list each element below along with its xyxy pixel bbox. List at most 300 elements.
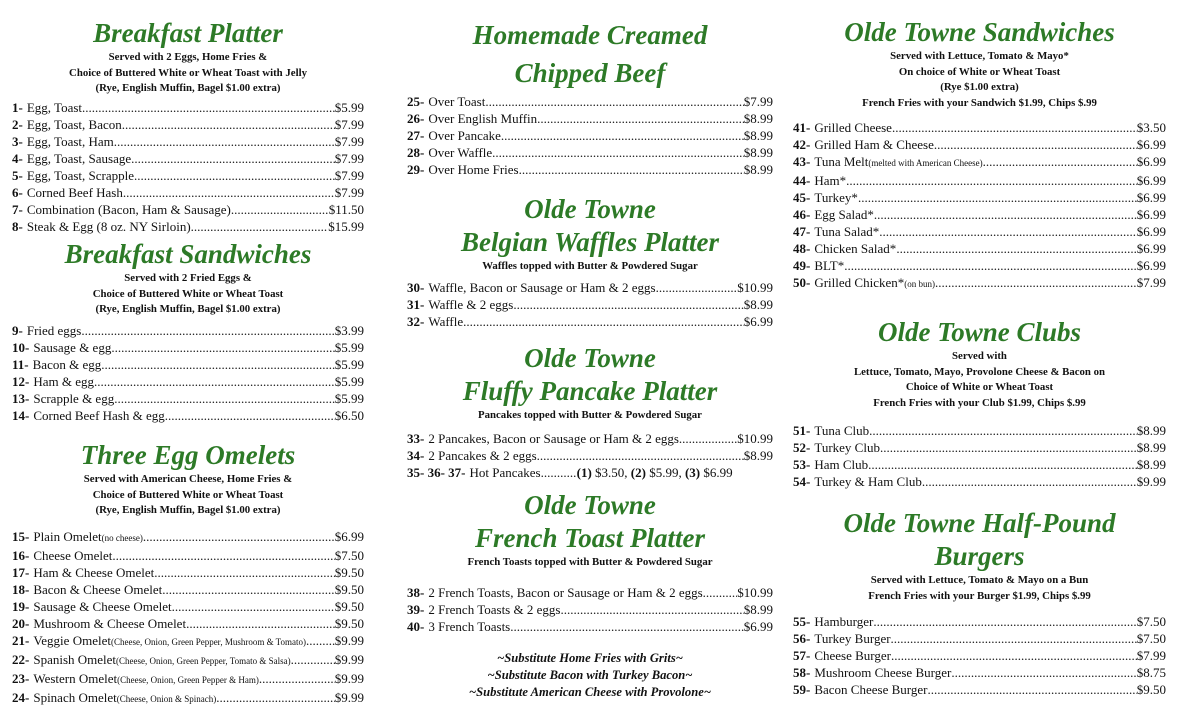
menu-item — [12, 167, 364, 184]
item-name: Fried eggs — [26, 322, 82, 338]
item-name: Cheese Omelet — [33, 547, 113, 563]
item-price: $8.99 — [743, 128, 773, 143]
item-name: Waffle — [428, 313, 464, 329]
menu-item-list — [793, 119, 1166, 293]
item-price: $9.50 — [334, 598, 364, 614]
item-name: Ham & Cheese Omelet — [33, 564, 155, 580]
item-note: (on bun) — [904, 279, 935, 289]
item-name: Ham Club — [814, 457, 869, 472]
item-number: 12- — [12, 373, 30, 389]
title-line: French Toast Platter — [474, 523, 706, 553]
section-subtitle — [12, 472, 364, 519]
option-price: $3.50, — [591, 464, 631, 480]
item-name: Mushroom & Cheese Omelet — [33, 615, 187, 631]
substitution-note: ~Substitute Bacon with Turkey Bacon~ — [487, 668, 693, 682]
leader-dots — [896, 240, 1136, 257]
leader-dots — [463, 313, 744, 330]
section-subtitle — [407, 408, 773, 424]
leader-dots — [934, 136, 1137, 153]
menu-item — [12, 116, 364, 133]
leader-dots — [111, 339, 334, 356]
item-name: 3 French Toasts — [428, 618, 511, 634]
item-number: 16- — [12, 547, 30, 563]
belgian-waffles-section — [407, 193, 773, 330]
menu-item — [12, 99, 364, 116]
item-number: 59- — [793, 682, 811, 697]
menu-item-list — [407, 584, 773, 635]
item-price: $6.99 — [1136, 190, 1166, 205]
menu-item — [407, 584, 773, 601]
item-price: $10.99 — [737, 430, 773, 446]
option-price: $5.99, — [645, 464, 685, 480]
item-price: $6.99 — [743, 618, 773, 634]
item-price: $9.99 — [334, 651, 364, 667]
item-name: Bacon & egg — [32, 356, 102, 372]
subtitle-line: French Toasts topped with Butter & Powdered Sugar — [467, 556, 713, 568]
leader-dots — [291, 651, 335, 668]
leader-dots — [172, 598, 335, 615]
menu-item — [407, 127, 773, 144]
menu-item — [12, 407, 364, 424]
subtitle-line: (Rye $1.00 extra) — [940, 81, 1019, 93]
item-price: $7.99 — [334, 150, 364, 166]
item-price: $6.99 — [1136, 241, 1166, 256]
leader-dots — [94, 373, 335, 390]
chipped-beef-section — [407, 16, 773, 178]
breakfast-sandwiches-section — [12, 238, 364, 424]
item-price-options — [577, 464, 733, 481]
item-note: (Cheese, Onion, Green Pepper, Tomato & Salsa) — [116, 655, 291, 666]
item-name: 2 Pancakes & 2 eggs — [428, 447, 537, 463]
item-name: Ham* — [814, 173, 847, 188]
item-number: 56- — [793, 631, 811, 646]
subtitle-line: French Fries with your Club $1.99, Chips $.99 — [873, 396, 1086, 409]
subtitle-line: Waffles topped with Butter & Powdered Sugar — [482, 260, 698, 272]
item-name: Over English Muffin — [428, 111, 538, 126]
item-price: $11.50 — [328, 201, 364, 217]
item-number: 22- — [12, 651, 30, 667]
item-number: 53- — [793, 457, 811, 472]
item-number: 3- — [12, 133, 23, 149]
option-label: (2) — [630, 464, 646, 480]
item-price: $6.99 — [1136, 173, 1166, 188]
item-name: Bacon & Cheese Omelet — [33, 581, 163, 597]
menu-item — [793, 647, 1166, 664]
menu-item — [793, 274, 1166, 293]
menu-item — [407, 447, 773, 464]
subtitle-line: Served with American Cheese, Home Fries & — [83, 473, 293, 485]
leader-dots — [891, 630, 1137, 647]
item-number: 18- — [12, 581, 30, 597]
item-number: 43- — [793, 154, 811, 169]
menu-item — [793, 257, 1166, 274]
item-note: (Cheese, Onion & Spinach) — [116, 693, 217, 704]
section-subtitle — [12, 50, 364, 97]
item-name: 2 Pancakes, Bacon or Sausage or Ham & 2 eggs — [428, 430, 679, 446]
menu-item — [407, 161, 773, 178]
item-number: 21- — [12, 632, 30, 648]
leader-dots — [114, 133, 335, 150]
item-name: Sausage & egg — [33, 339, 112, 355]
subtitle-line: Served with Lettuce, Tomato & Mayo* — [890, 50, 1069, 62]
item-name: Bacon Cheese Burger — [814, 682, 928, 697]
menu-item — [12, 150, 364, 167]
item-number: 51- — [793, 423, 811, 438]
title-line: Burgers — [934, 541, 1025, 571]
item-number: 30- — [407, 279, 425, 295]
leader-dots — [186, 615, 335, 632]
item-price: $8.99 — [743, 111, 773, 126]
item-name: Scrapple & egg — [33, 390, 115, 406]
item-price: $9.50 — [334, 615, 364, 631]
item-price: $7.99 — [334, 184, 364, 200]
leader-dots — [162, 581, 335, 598]
menu-item — [407, 144, 773, 161]
item-name: Corned Beef Hash & egg — [33, 407, 165, 423]
item-number: 49- — [793, 258, 811, 273]
item-name: Spanish Omelet — [33, 651, 117, 667]
section-title: Breakfast Platter — [93, 18, 283, 48]
item-name: Mushroom Cheese Burger — [814, 665, 952, 680]
item-name: Western Omelet — [33, 670, 118, 686]
item-name: Egg, Toast, Sausage — [26, 150, 132, 166]
menu-item — [793, 223, 1166, 240]
menu-item — [12, 689, 364, 708]
leader-dots — [927, 681, 1136, 698]
leader-dots — [656, 279, 738, 296]
menu-item — [12, 218, 364, 235]
item-name: Egg, Toast, Scrapple — [26, 167, 135, 183]
item-price: $3.50 — [1136, 120, 1166, 135]
item-number: 35- 36- 37- — [407, 464, 466, 480]
title-line: Olde Towne — [524, 343, 656, 373]
item-price: $6.50 — [334, 407, 364, 423]
item-number: 7- — [12, 201, 23, 217]
subtitle-line: Served with 2 Fried Eggs & — [124, 272, 252, 284]
item-name: Over Waffle — [428, 145, 493, 160]
leader-dots — [869, 422, 1137, 439]
item-price: $7.99 — [1136, 648, 1166, 663]
title-line: Chipped Beef — [514, 58, 666, 88]
leader-dots — [492, 144, 744, 161]
item-price: $8.75 — [1136, 665, 1166, 680]
leader-dots — [123, 184, 335, 201]
half-pound-burgers-section — [793, 507, 1166, 698]
leader-dots — [519, 161, 744, 178]
section-title: Olde Towne Sandwiches — [844, 17, 1115, 47]
item-number: 58- — [793, 665, 811, 680]
item-name: Hot Pancakes — [469, 464, 541, 480]
olde-towne-clubs-section — [793, 316, 1166, 490]
menu-item — [12, 390, 364, 407]
menu-item — [793, 422, 1166, 439]
leader-dots — [935, 274, 1137, 291]
leader-dots — [191, 218, 329, 235]
menu-item — [407, 430, 773, 447]
leader-dots — [891, 647, 1137, 664]
item-name: Ham & egg — [33, 373, 94, 389]
item-note: (Cheese, Onion, Green Pepper & Ham) — [117, 674, 259, 685]
subtitle-line: Choice of White or Wheat Toast — [905, 381, 1054, 393]
leader-dots — [922, 473, 1137, 490]
item-price: $8.99 — [743, 447, 773, 463]
section-title — [407, 16, 773, 92]
item-name: Turkey & Ham Club — [814, 474, 922, 489]
item-price: $9.50 — [1136, 682, 1166, 697]
subtitle-line: Lettuce, Tomato, Mayo, Provolone Cheese & Bacon on — [853, 365, 1106, 378]
menu-item — [12, 528, 364, 547]
menu-item-list — [407, 430, 773, 464]
menu-item — [407, 601, 773, 618]
menu-item — [407, 279, 773, 296]
title-line: Olde Towne Half-Pound — [843, 508, 1116, 538]
item-price: $6.99 — [1136, 137, 1166, 152]
item-price: $6.99 — [1136, 207, 1166, 222]
section-title — [793, 507, 1166, 573]
item-number: 8- — [12, 218, 23, 234]
item-name: Over Toast — [428, 94, 486, 109]
item-number: 29- — [407, 162, 425, 177]
menu-item-list — [12, 528, 364, 708]
option-price: $6.99 — [700, 464, 733, 480]
menu-item — [793, 206, 1166, 223]
item-number: 6- — [12, 184, 23, 200]
subtitle-line: Served with Lettuce, Tomato & Mayo on a Bun — [870, 574, 1089, 586]
leader-dots — [880, 439, 1137, 456]
menu-item — [12, 564, 364, 581]
item-name: Egg, Toast — [26, 99, 83, 115]
item-name: Turkey Burger — [814, 631, 891, 646]
leader-dots — [112, 547, 334, 564]
subtitle-line: Choice of Buttered White or Wheat Toast with Jelly — [69, 66, 307, 79]
fluffy-pancake-section — [407, 342, 773, 481]
item-price: $6.99 — [1136, 258, 1166, 273]
menu-item — [793, 456, 1166, 473]
leader-dots — [951, 664, 1136, 681]
menu-item-list — [407, 279, 773, 330]
leader-dots — [983, 153, 1137, 170]
item-price: $9.99 — [334, 689, 364, 705]
item-number: 42- — [793, 137, 811, 152]
item-number: 45- — [793, 190, 811, 205]
item-number: 14- — [12, 407, 30, 423]
item-price: $8.99 — [743, 162, 773, 177]
menu-item — [12, 356, 364, 373]
leader-dots — [154, 564, 334, 581]
item-name: Steak & Egg (8 oz. NY Sirloin) — [26, 218, 191, 234]
subtitle-line: Served with — [952, 350, 1007, 362]
item-price: $15.99 — [328, 218, 364, 234]
item-name: Over Home Fries — [428, 162, 519, 177]
item-price: $5.99 — [334, 339, 364, 355]
item-number: 2- — [12, 116, 23, 132]
item-price: $8.99 — [743, 145, 773, 160]
item-name: Waffle & 2 eggs — [428, 296, 514, 312]
item-number: 5- — [12, 167, 23, 183]
leader-dots — [216, 689, 335, 706]
menu-item-list — [12, 322, 364, 424]
title-line: Olde Towne — [524, 194, 656, 224]
leader-dots — [510, 618, 744, 635]
title-line: Olde Towne — [524, 490, 656, 520]
menu-item-list — [793, 613, 1166, 698]
leader-dots — [560, 601, 743, 618]
leader-dots — [131, 150, 335, 167]
substitution-note: ~Substitute American Cheese with Provolone~ — [469, 685, 711, 699]
item-name: Grilled Chicken* — [814, 275, 905, 290]
menu-item — [793, 136, 1166, 153]
item-price: $9.99 — [334, 632, 364, 648]
section-title — [407, 193, 773, 259]
item-name: 2 French Toasts, Bacon or Sausage or Ham & 2 eggs — [428, 584, 703, 600]
item-note: (melted with American Cheese) — [868, 158, 983, 168]
menu-item — [12, 133, 364, 150]
subtitle-line: On choice of White or Wheat Toast — [898, 65, 1061, 78]
leader-dots — [846, 172, 1137, 189]
substitution-notes — [407, 650, 773, 701]
menu-item — [407, 110, 773, 127]
leader-dots — [122, 116, 335, 133]
menu-item — [793, 439, 1166, 456]
item-price: $7.50 — [334, 547, 364, 563]
item-price: $3.99 — [334, 322, 364, 338]
leader-dots — [541, 464, 577, 481]
item-price: $5.99 — [334, 99, 364, 115]
item-price: $8.99 — [1136, 457, 1166, 472]
item-price: $8.99 — [743, 601, 773, 617]
item-name: Tuna Melt — [814, 154, 869, 169]
item-name: Waffle, Bacon or Sausage or Ham & 2 eggs — [428, 279, 656, 295]
item-number: 52- — [793, 440, 811, 455]
menu-item — [793, 153, 1166, 172]
item-number: 54- — [793, 474, 811, 489]
item-number: 57- — [793, 648, 811, 663]
item-price: $7.99 — [334, 133, 364, 149]
menu-item-list — [407, 93, 773, 178]
leader-dots — [101, 356, 335, 373]
item-name: Cheese Burger — [814, 648, 891, 663]
leader-dots — [165, 407, 335, 424]
item-price: $5.99 — [334, 356, 364, 372]
leader-dots — [306, 632, 335, 649]
option-label: (3) — [684, 464, 701, 480]
item-number: 25- — [407, 94, 425, 109]
leader-dots — [537, 447, 744, 464]
olde-towne-sandwiches-section — [793, 16, 1166, 293]
item-name: Egg, Toast, Bacon — [26, 116, 122, 132]
section-subtitle — [407, 259, 773, 275]
leader-dots — [513, 296, 743, 313]
item-name: Grilled Ham & Cheese — [814, 137, 934, 152]
menu-item — [793, 240, 1166, 257]
section-subtitle — [407, 555, 773, 571]
item-number: 15- — [12, 528, 30, 544]
menu-item — [407, 296, 773, 313]
menu-item — [793, 473, 1166, 490]
menu-item-list — [12, 99, 364, 235]
item-number: 26- — [407, 111, 425, 126]
menu-item — [793, 189, 1166, 206]
item-number: 13- — [12, 390, 30, 406]
menu-item — [12, 651, 364, 670]
item-price: $9.99 — [334, 670, 364, 686]
leader-dots — [143, 528, 335, 545]
menu-item — [12, 339, 364, 356]
item-price: $7.50 — [1136, 631, 1166, 646]
item-name: Egg, Toast, Ham — [26, 133, 114, 149]
item-price: $8.99 — [743, 296, 773, 312]
leader-dots — [892, 119, 1137, 136]
item-number: 47- — [793, 224, 811, 239]
item-price: $7.99 — [743, 94, 773, 109]
section-title: Three Egg Omelets — [80, 440, 296, 470]
item-price: $6.99 — [743, 313, 773, 329]
item-name: Veggie Omelet — [33, 632, 111, 648]
breakfast-platter-section — [12, 17, 364, 235]
menu-item — [12, 581, 364, 598]
title-line: Homemade Creamed — [472, 20, 708, 50]
leader-dots — [134, 167, 335, 184]
item-number: 11- — [12, 356, 29, 372]
section-title — [407, 342, 773, 408]
three-egg-omelets-section — [12, 439, 364, 708]
item-name: Tuna Club — [814, 423, 870, 438]
item-number: 24- — [12, 689, 30, 705]
item-name: Egg Salad* — [814, 207, 874, 222]
subtitle-line: French Fries with your Burger $1.99, Chips $.99 — [868, 589, 1091, 602]
leader-dots — [231, 201, 329, 218]
menu-item-hot-pancakes — [407, 464, 773, 481]
item-number: 28- — [407, 145, 425, 160]
leader-dots — [858, 189, 1137, 206]
leader-dots — [873, 613, 1136, 630]
item-name: Spinach Omelet — [33, 689, 117, 705]
item-number: 40- — [407, 618, 425, 634]
item-number: 50- — [793, 275, 811, 290]
menu-item — [793, 172, 1166, 189]
section-subtitle — [793, 573, 1166, 604]
item-price: $7.50 — [1136, 614, 1166, 629]
item-price: $8.99 — [1136, 423, 1166, 438]
subtitle-line: French Fries with your Sandwich $1.99, Chips $.99 — [862, 96, 1097, 109]
leader-dots — [501, 127, 744, 144]
item-name: BLT* — [814, 258, 845, 273]
item-price: $8.99 — [1136, 440, 1166, 455]
item-name: Sausage & Cheese Omelet — [33, 598, 172, 614]
subtitle-line: Choice of Buttered White or Wheat Toast — [92, 287, 284, 300]
item-note: (no cheese) — [101, 532, 143, 543]
leader-dots — [874, 206, 1137, 223]
item-name: Plain Omelet — [33, 528, 102, 544]
subtitle-line: Served with 2 Eggs, Home Fries & — [108, 51, 268, 63]
subtitle-line: (Rye, English Muffin, Bagel $1.00 extra) — [95, 504, 281, 516]
item-number: 32- — [407, 313, 425, 329]
menu-item — [12, 615, 364, 632]
french-toast-section — [407, 489, 773, 635]
item-number: 23- — [12, 670, 30, 686]
item-name: Turkey Club — [814, 440, 880, 455]
subtitle-line: Choice of Buttered White or Wheat Toast — [92, 488, 284, 501]
item-name: Combination (Bacon, Ham & Sausage) — [26, 201, 231, 217]
menu-item — [407, 313, 773, 330]
item-price: $10.99 — [737, 584, 773, 600]
menu-item — [793, 613, 1166, 630]
item-price: $5.99 — [334, 373, 364, 389]
item-number: 48- — [793, 241, 811, 256]
menu-item — [12, 201, 364, 218]
menu-item — [12, 184, 364, 201]
item-price: $6.99 — [1136, 154, 1166, 169]
